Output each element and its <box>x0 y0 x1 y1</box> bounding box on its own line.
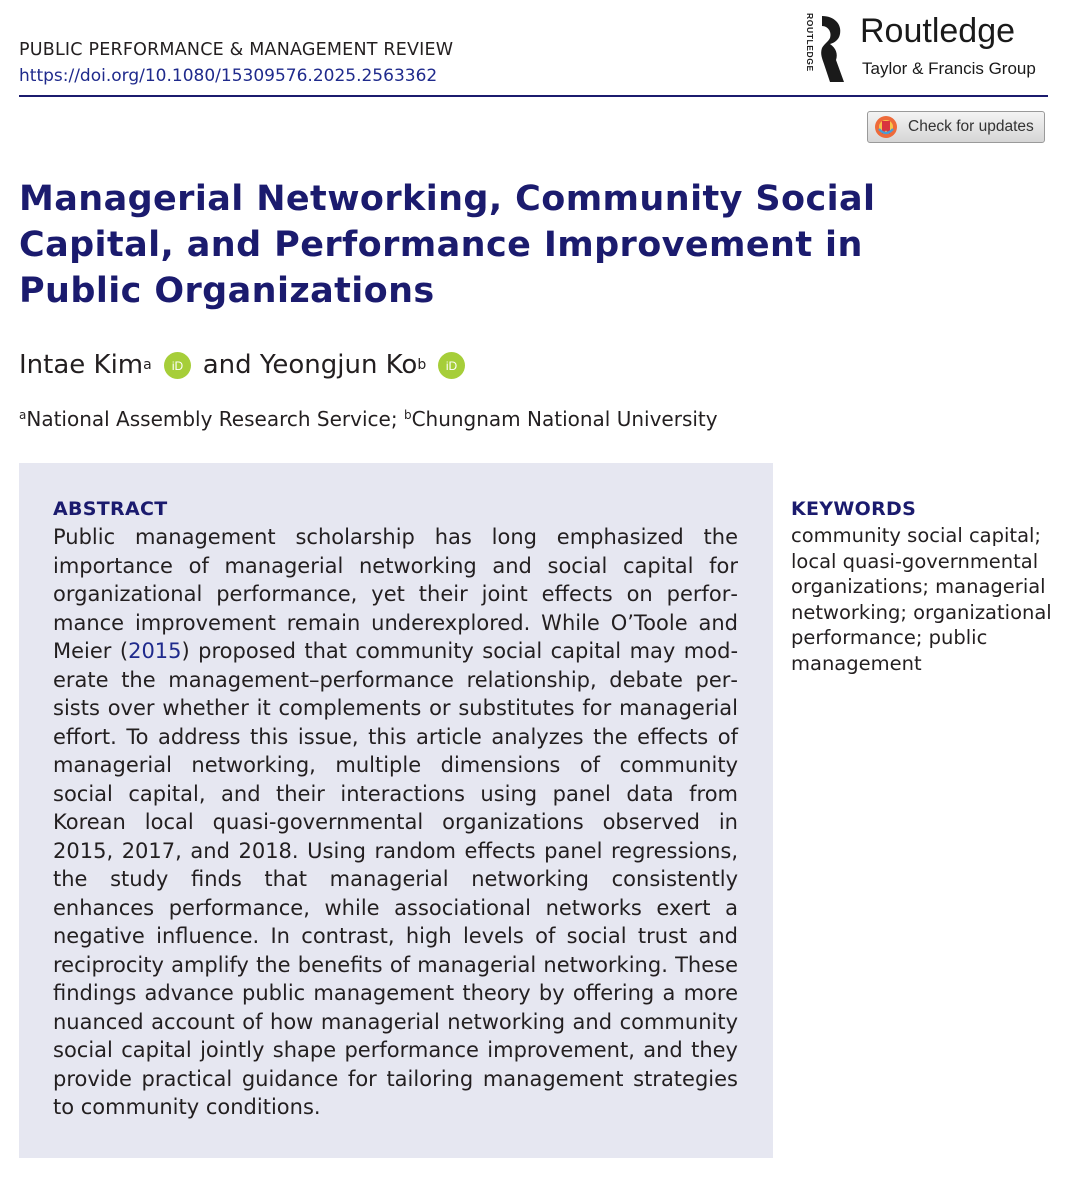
check-for-updates-icon <box>874 115 898 139</box>
affiliation-name: National Assembly Research Service <box>26 407 391 431</box>
affiliation-mark: a <box>143 357 152 373</box>
abstract-heading: ABSTRACT <box>53 498 168 520</box>
orcid-icon[interactable] <box>438 352 465 379</box>
check-for-updates-button[interactable] <box>867 111 1045 143</box>
journal-name: PUBLIC PERFORMANCE & MANAGEMENT REVIEW <box>19 40 454 60</box>
svg-text:iD: iD <box>446 358 458 373</box>
check-for-updates-label: Check for updates <box>908 118 1034 135</box>
publisher-logo <box>800 14 1050 86</box>
affiliation-mark: a <box>19 408 27 422</box>
logo-vertical-text: ROUTLEDGE <box>805 13 815 72</box>
affiliation-separator: ; <box>390 407 404 431</box>
keywords-list: community social capital; local quasi-governmental organizations; managerial networking; organizational performance; public management <box>791 524 1052 675</box>
affiliation-name: Chungnam National University <box>411 407 718 431</box>
publisher-brand: Routledge <box>860 12 1016 50</box>
abstract-text: Public management scholarship has long emphasized the importance of managerial networking and social capital for organizational performance, yet their joint effects on performance improvement remain underexplored. While O’Toole and Meier ( <box>53 525 738 663</box>
article-title: Managerial Networking, Community Social Capital, and Performance Improvement in Public Organizations <box>19 179 876 311</box>
abstract-body <box>53 523 738 1122</box>
publisher-group: Taylor & Francis Group <box>862 59 1036 78</box>
affiliation-mark: b <box>417 357 427 373</box>
abstract-text: ) proposed that community social capital may moderate the management–performance relationship, debate persists over whether it complements or substitutes for managerial effort. To address this issue, this article analyzes the effects of managerial networking, multiple dimensions of community social capital, and their interactions using panel data from Korean local quasi-governmental organizations observed in 2015, 2017, and 2018. Using random effects panel regressions, the study finds that managerial networking consistently enhances performance, while associational networks exert a negative influence. In contrast, high levels of social trust and reciprocity amplify the benefits of managerial networking. These findings advance public management theory by offering a more nuanced account of how managerial networking and community social capital jointly shape performance improvement, and they provide practical guidance for tailoring management strategies to community conditions. <box>53 639 739 1119</box>
author-line <box>19 350 477 380</box>
doi-link[interactable]: https://doi.org/10.1080/15309576.2025.2563362 <box>19 66 438 86</box>
keywords-heading: KEYWORDS <box>791 498 917 520</box>
citation-link[interactable]: 2015 <box>128 639 182 663</box>
svg-text:iD: iD <box>171 358 183 373</box>
author-joiner: and <box>202 350 252 380</box>
orcid-icon[interactable] <box>164 352 191 379</box>
affiliation-mark: b <box>403 408 412 422</box>
author-name[interactable]: Yeongjun Ko <box>259 350 418 380</box>
author-name[interactable]: Intae Kim <box>19 350 144 380</box>
affiliations <box>19 407 718 431</box>
header-divider <box>19 95 1048 97</box>
